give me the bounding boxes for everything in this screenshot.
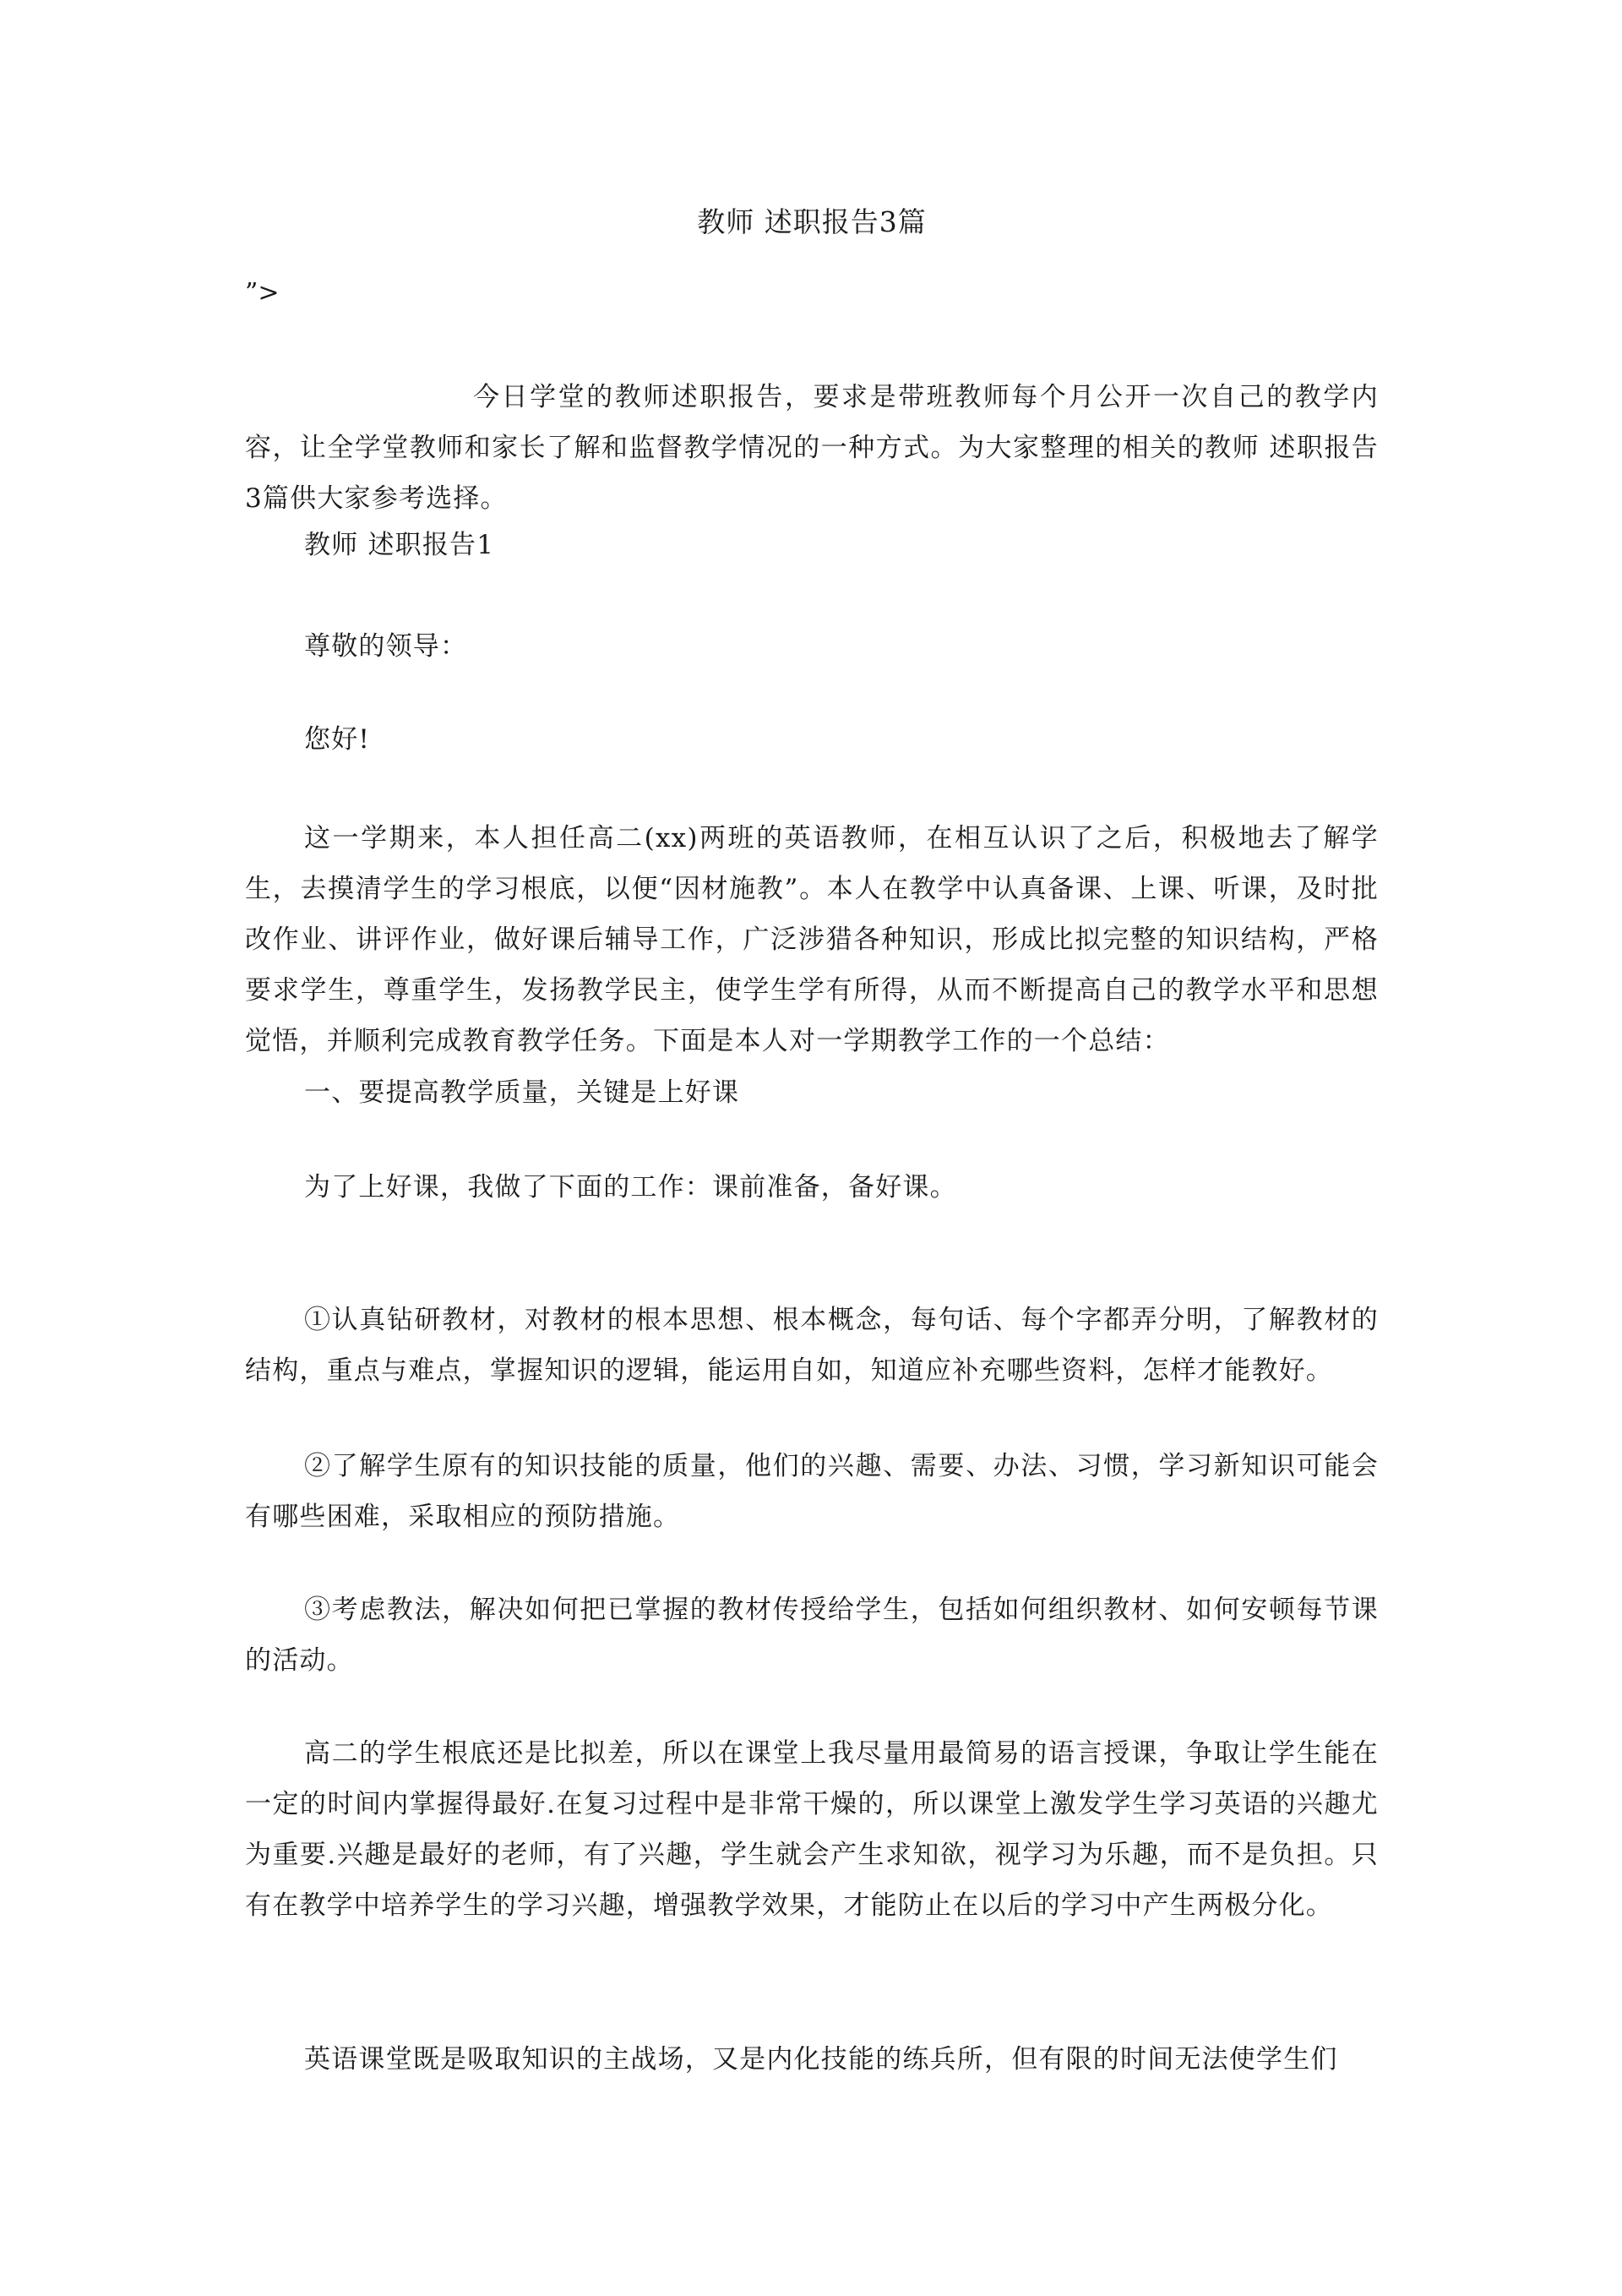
- salutation: 尊敬的领导：: [304, 631, 468, 662]
- paragraph-1: 这一学期来，本人担任高二(xx)两班的英语教师，在相互认识了之后，积极地去了解学生，去摸清学生的学习根底，以便“因材施教”。本人在教学中认真备课、上课、听课，及时批改作业、讲评作业，做好课后辅导工作，广泛涉猎各种知识，形成比拟完整的知识结构，严格要求学生，尊重学生，发扬教学民主，使学生学有所得，从而不断提高自己的教学水平和思想觉悟，并顺利完成教育教学任务。下面是本人对一学期教学工作的一个总结：: [245, 823, 1379, 1056]
- list-item-3: ③考虑教法，解决如何把已掌握的教材传授给学生，包括如何组织教材、如何安顿每节课的活动。: [245, 1595, 1379, 1676]
- intro-paragraph: 今日学堂的教师述职报告，要求是带班教师每个月公开一次自己的教学内容，让全学堂教师和家长了解和监督教学情况的一种方式。为大家整理的相关的教师 述职报告3篇供大家参考选择。: [245, 382, 1379, 514]
- list-item-2: ②了解学生原有的知识技能的质量，他们的兴趣、需要、办法、习惯，学习新知识可能会有哪些困难，采取相应的预防措施。: [245, 1451, 1379, 1532]
- paragraph-4: 英语课堂既是吸取知识的主战场，又是内化技能的练兵所，但有限的时间无法使学生们: [304, 2044, 1338, 2075]
- document-title: 教师 述职报告3篇: [697, 205, 927, 238]
- section1-title: 教师 述职报告1: [304, 530, 495, 560]
- paragraph-2: 为了上好课，我做了下面的工作：课前准备，备好课。: [304, 1172, 957, 1203]
- heading-1: 一、要提高教学质量，关键是上好课: [304, 1077, 740, 1108]
- greeting: 您好!: [304, 724, 371, 755]
- list-item-1: ①认真钻研教材，对教材的根本思想、根本概念，每句话、每个字都弄分明，了解教材的结构，重点与难点，掌握知识的逻辑，能运用自如，知道应补充哪些资料，怎样才能教好。: [245, 1305, 1379, 1386]
- stray-mark: ”>: [245, 278, 280, 308]
- paragraph-3: 高二的学生根底还是比拟差，所以在课堂上我尽量用最简易的语言授课，争取让学生能在一定的时间内掌握得最好.在复习过程中是非常干燥的，所以课堂上激发学生学习英语的兴趣尤为重要.兴趣是最好的老师，有了兴趣，学生就会产生求知欲，视学习为乐趣，而不是负担。只有在教学中培养学生的学习兴趣，增强教学效果，才能防止在以后的学习中产生两极分化。: [245, 1738, 1379, 1921]
